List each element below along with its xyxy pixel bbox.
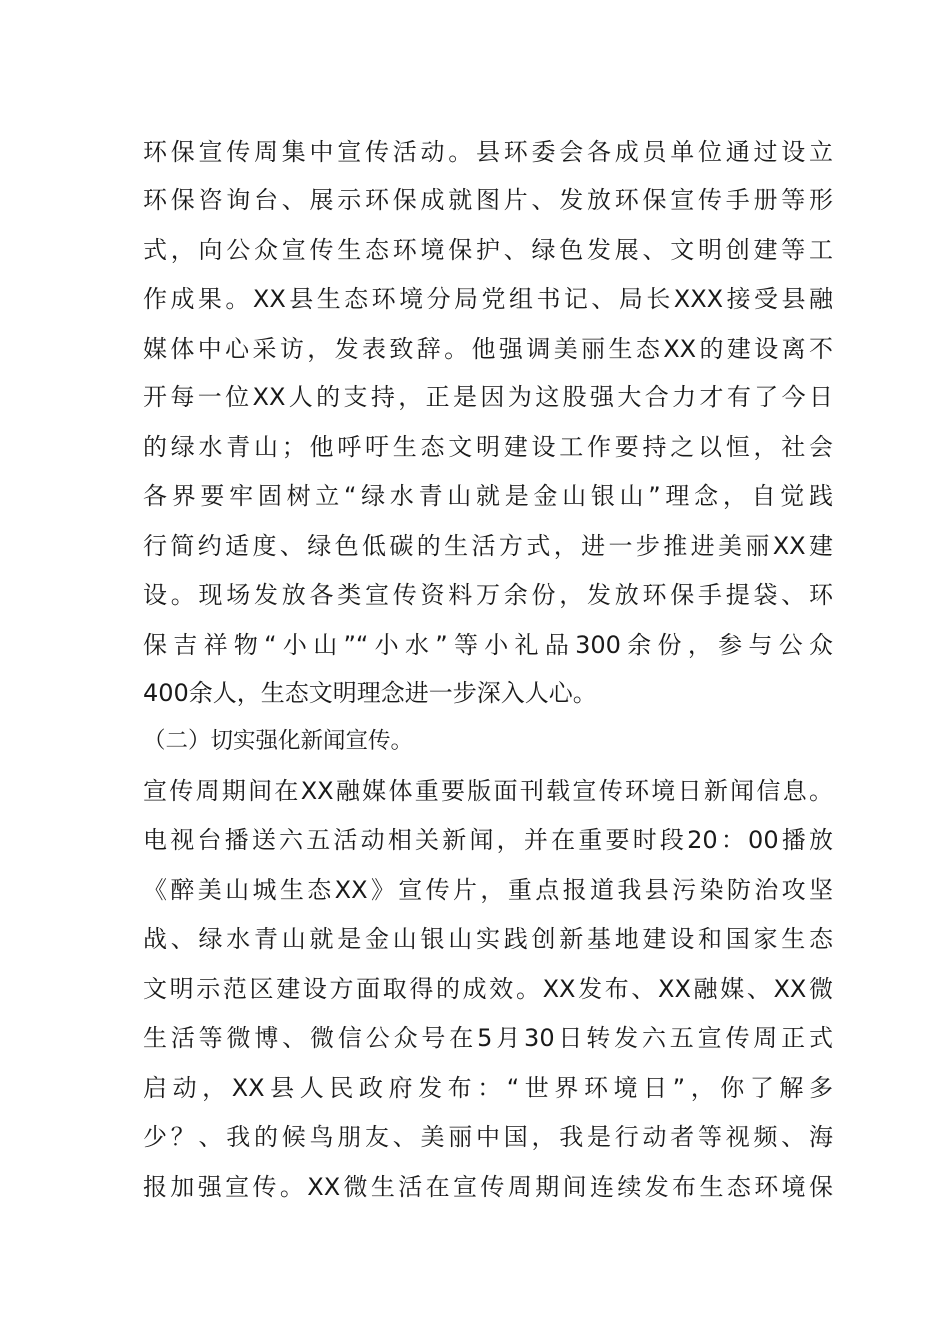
paragraph-line: 的绿水青山；他呼吁生态文明建设工作要持之以恒，社会 xyxy=(143,433,833,461)
paragraph-line: 保吉祥物“小山”“小水”等小礼品300余份，参与公众 xyxy=(143,631,833,659)
section-heading: （二）切实强化新闻宣传。 xyxy=(143,728,414,754)
paragraph-line: 开每一位XX人的支持，正是因为这股强大合力才有了今日 xyxy=(143,383,833,411)
paragraph-line: 行简约适度、绿色低碳的生活方式，进一步推进美丽XX建 xyxy=(143,532,833,560)
paragraph-line-last: 400余人，生态文明理念进一步深入人心。 xyxy=(143,679,597,707)
paragraph-line: 环保宣传周集中宣传活动。县环委会各成员单位通过设立 xyxy=(143,138,833,166)
paragraph-line: 电视台播送六五活动相关新闻，并在重要时段20：00播放 xyxy=(143,826,833,854)
paragraph-line: 启动，XX县人民政府发布：“世界环境日”，你了解多 xyxy=(143,1074,833,1102)
paragraph-line: 《醉美山城生态XX》宣传片，重点报道我县污染防治攻坚 xyxy=(143,876,833,904)
paragraph-line: 式，向公众宣传生态环境保护、绿色发展、文明创建等工 xyxy=(143,236,833,264)
paragraph-line: 媒体中心采访，发表致辞。他强调美丽生态XX的建设离不 xyxy=(143,335,833,363)
paragraph-line: 少？、我的候鸟朋友、美丽中国，我是行动者等视频、海 xyxy=(143,1123,833,1151)
paragraph-line: 设。现场发放各类宣传资料万余份，发放环保手提袋、环 xyxy=(143,581,833,609)
paragraph-line: 战、绿水青山就是金山银山实践创新基地建设和国家生态 xyxy=(143,925,833,953)
paragraph-line: 生活等微博、微信公众号在5月30日转发六五宣传周正式 xyxy=(143,1024,833,1052)
paragraph-line: 各界要牢固树立“绿水青山就是金山银山”理念，自觉践 xyxy=(143,482,833,510)
paragraph-line: 作成果。XX县生态环境分局党组书记、局长XXX接受县融 xyxy=(143,285,833,313)
paragraph-line: 环保咨询台、展示环保成就图片、发放环保宣传手册等形 xyxy=(143,186,833,214)
paragraph-line: 文明示范区建设方面取得的成效。XX发布、XX融媒、XX微 xyxy=(143,975,833,1003)
paragraph-line: 宣传周期间在XX融媒体重要版面刊载宣传环境日新闻信息。 xyxy=(143,777,833,805)
paragraph-line: 报加强宣传。XX微生活在宣传周期间连续发布生态环境保 xyxy=(143,1173,833,1201)
